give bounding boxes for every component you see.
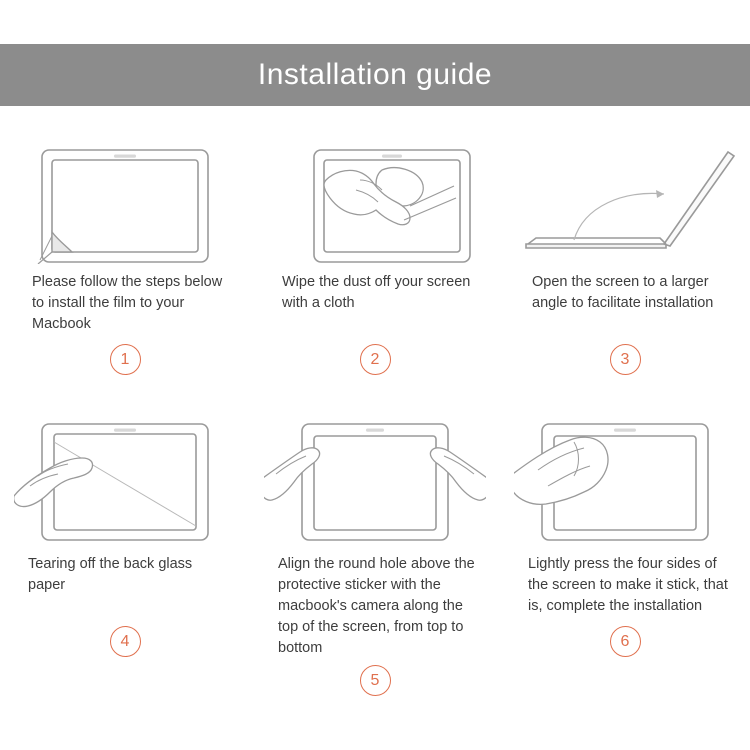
step-3-badge-wrap xyxy=(514,338,736,408)
step-4-illustration xyxy=(14,418,236,546)
step-4-badge-wrap xyxy=(14,620,236,718)
step-1-illustration xyxy=(14,136,236,264)
step-6-illustration xyxy=(514,418,736,546)
step-number-badge: 5 xyxy=(360,665,391,696)
step-1-caption: Please follow the steps below to install the film to your Macbook xyxy=(32,274,223,332)
step-number-badge: 3 xyxy=(610,344,641,375)
step-6-caption: Lightly press the four sides of the screen to make it stick, that is, complete the installation xyxy=(528,556,728,614)
step-3-caption: Open the screen to a larger angle to facilitate installation xyxy=(532,274,714,311)
step-5-badge-wrap xyxy=(264,659,486,718)
step-1-badge-wrap xyxy=(14,338,236,408)
step-3-illustration xyxy=(514,136,736,264)
page-title: Installation guide xyxy=(257,58,493,91)
step-6-badge-wrap xyxy=(514,620,736,718)
step-card-5 xyxy=(250,408,500,718)
step-card-6 xyxy=(500,408,750,718)
step-card-4 xyxy=(0,408,250,718)
step-number-badge: 6 xyxy=(610,626,641,657)
step-2-illustration xyxy=(264,136,486,264)
steps-grid xyxy=(0,126,750,718)
step-number-badge: 1 xyxy=(110,344,141,375)
step-5-caption: Align the round hole above the protective sticker with the macbook's camera along the top of the screen, from top to bottom xyxy=(278,556,475,656)
step-5-illustration xyxy=(264,418,486,546)
page-header xyxy=(0,44,750,106)
step-2-caption: Wipe the dust off your screen with a cloth xyxy=(282,274,471,311)
step-number-badge: 4 xyxy=(110,626,141,657)
step-4-caption: Tearing off the back glass paper xyxy=(28,556,193,593)
step-number-badge: 2 xyxy=(360,344,391,375)
step-card-3 xyxy=(500,126,750,408)
step-2-badge-wrap xyxy=(264,338,486,408)
step-card-1 xyxy=(0,126,250,408)
step-card-2 xyxy=(250,126,500,408)
